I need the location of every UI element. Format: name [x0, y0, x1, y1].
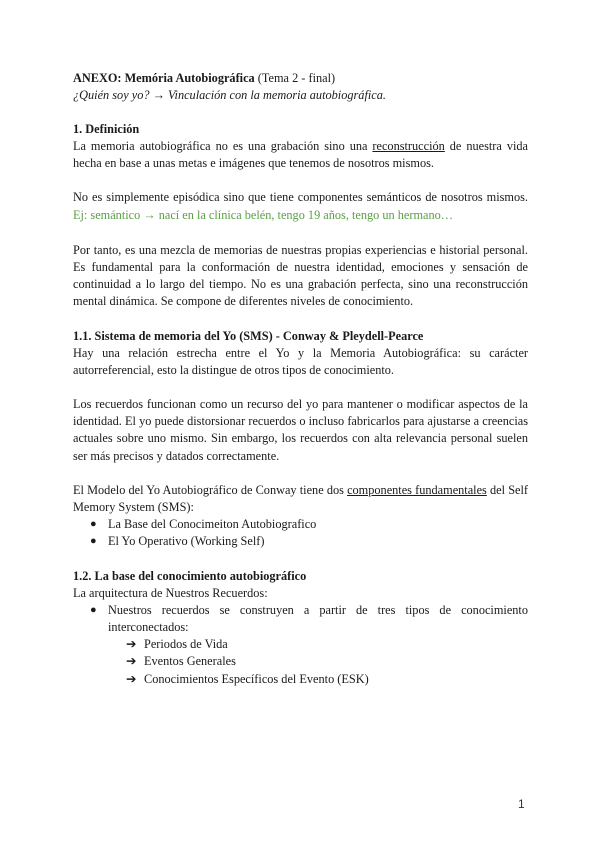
base-bullet-list: [73, 602, 528, 636]
document-subtitle: ¿Quién soy yo? → Vinculación con la memoria autobiográfica.: [73, 88, 386, 102]
arrow-right-icon: ➔: [126, 654, 137, 669]
bullet-icon: ●: [90, 518, 97, 531]
bullet-icon: ●: [90, 535, 97, 548]
paragraph-definicion-1: La memoria autobiográfica no es una grabación sino una reconstrucción de nuestra vida hecha en base a unas metas e imágenes que tenemos de nosotros mismos.: [73, 139, 528, 171]
arrow-right-icon: ➔: [126, 637, 137, 652]
page-number: 1: [518, 797, 525, 811]
paragraph-definicion-3: Por tanto, es una mezcla de memorias de nuestras propias experiencias e historial personal. Es fundamental para la conformación de nuestra identidad, emociones y sensación de continuidad a lo largo del tiempo. No es una grabación perfecta, sino una reconstrucción mental dinámica. Se compone de diferentes niveles de conocimiento.: [73, 242, 528, 309]
section-heading-sms: 1.1. Sistema de memoria del Yo (SMS) - Conway & Pleydell-Pearce: [73, 328, 424, 343]
section-heading-base: 1.2. La base del conocimiento autobiográfico: [73, 568, 307, 583]
example-note-green: Ej: semántico → nací en la clínica belén, tengo 19 años, tengo un hermano…: [73, 207, 454, 222]
base-arrow-list: [73, 636, 528, 688]
paragraph-base-intro: La arquitectura de Nuestros Recuerdos:: [73, 585, 268, 600]
underlined-reconstruccion: reconstrucción: [372, 139, 445, 153]
section-heading-definicion: 1. Definición: [73, 122, 140, 136]
title-bold: ANEXO: Memória Autobiográfica: [73, 71, 255, 85]
paragraph-sms-2: Los recuerdos funcionan como un recurso del yo para mantener o modificar aspectos de la identidad. El yo puede distorsionar recuerdos o incluso fabricarlos para ajustarse a creencias actuales sobre uno mismo. Sin embargo, los recuerdos con alta relevancia personal suelen ser más precisos y datados correctamente.: [73, 397, 528, 463]
list-item: ➔ Conocimientos Específicos del Evento (ESK): [73, 671, 528, 688]
paragraph-sms-3: El Modelo del Yo Autobiográfico de Conway tiene dos componentes fundamentales del Self Memory System (SMS):: [73, 482, 529, 515]
underlined-componentes: componentes fundamentales: [347, 482, 487, 497]
list-item: ➔ Periodos de Vida: [73, 636, 528, 653]
title-rest: (Tema 2 - final): [254, 71, 336, 85]
bullet-icon: ●: [90, 603, 97, 616]
list-item: ● El Yo Operativo (Working Self): [73, 533, 528, 550]
sms-bullet-list: [73, 516, 528, 550]
document-title: [73, 70, 528, 87]
paragraph-sms-1: Hay una relación estrecha entre el Yo y la Memoria Autobiográfica: su carácter autorreferencial, esto la distingue de otros tipos de conocimiento.: [73, 345, 528, 377]
list-item: ● Nuestros recuerdos se construyen a partir de tres tipos de conocimiento interconectados:: [90, 602, 528, 635]
paragraph-definicion-2: No es simplemente episódica sino que tiene componentes semánticos de nosotros mismos. Ej: semántico → nací en la clínica belén, tengo 19 años, tengo un hermano…: [73, 190, 528, 222]
list-item: ● La Base del Conocimeiton Autobiografico: [73, 516, 528, 533]
arrow-right-icon: ➔: [126, 671, 137, 686]
document-page: [73, 70, 528, 688]
list-item: ➔ Eventos Generales: [73, 653, 528, 670]
